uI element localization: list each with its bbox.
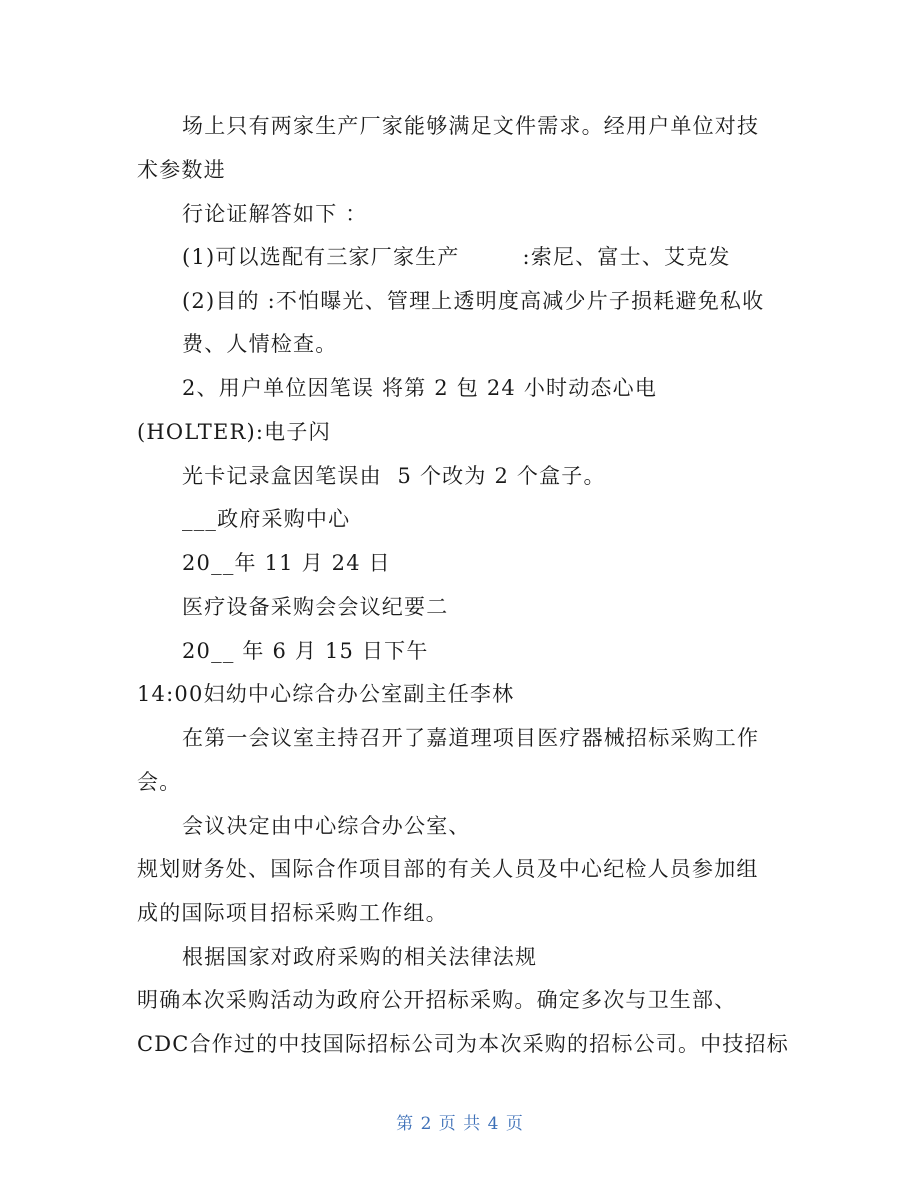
text-line: (2)目的 :不怕曝光、管理上透明度高减少片子损耗避免私收 [182, 289, 765, 313]
page-number-footer: 第 2 页 共 4 页 [396, 1114, 524, 1134]
text-line: 20__年 11 月 24 日 [182, 551, 391, 575]
text-line: 规划财务处、国际合作项目部的有关人员及中心纪检人员参加组 [137, 857, 759, 881]
text-line: (1)可以选配有三家厂家生产 :索尼、富士、艾克发 [182, 245, 731, 269]
text-line: 会议决定由中心综合办公室、 [182, 814, 471, 838]
text-line: 根据国家对政府采购的相关法律法规 [182, 945, 538, 969]
text-line: 成的国际项目招标采购工作组。 [137, 901, 448, 925]
text-line: CDC合作过的中技国际招标公司为本次采购的招标公司。中技招标 [137, 1032, 789, 1056]
text-line: 费、人情检查。 [182, 332, 338, 356]
text-line: 2、用户单位因笔误 将第 2 包 24 小时动态心电 [182, 376, 658, 400]
text-line: 明确本次采购活动为政府公开招标采购。确定多次与卫生部、 [137, 988, 737, 1012]
text-line: 光卡记录盒因笔误由 5 个改为 2 个盒子。 [182, 464, 606, 488]
text-line: 术参数进 [137, 158, 226, 182]
text-line: 医疗设备采购会会议纪要二 [182, 595, 449, 619]
text-line: 行论证解答如下 ： [182, 202, 368, 226]
text-line: 会。 [137, 770, 182, 794]
text-line: 14:00妇幼中心综合办公室副主任李林 [137, 682, 515, 706]
text-line: 场上只有两家生产厂家能够满足文件需求。经用户单位对技 [182, 114, 760, 138]
text-line: ___政府采购中心 [182, 507, 351, 531]
text-line: 20__ 年 6 月 15 日下午 [182, 639, 429, 663]
text-line: (HOLTER):电子闪 [137, 420, 331, 444]
text-line: 在第一会议室主持召开了嘉道理项目医疗器械招标采购工作 [182, 726, 760, 750]
